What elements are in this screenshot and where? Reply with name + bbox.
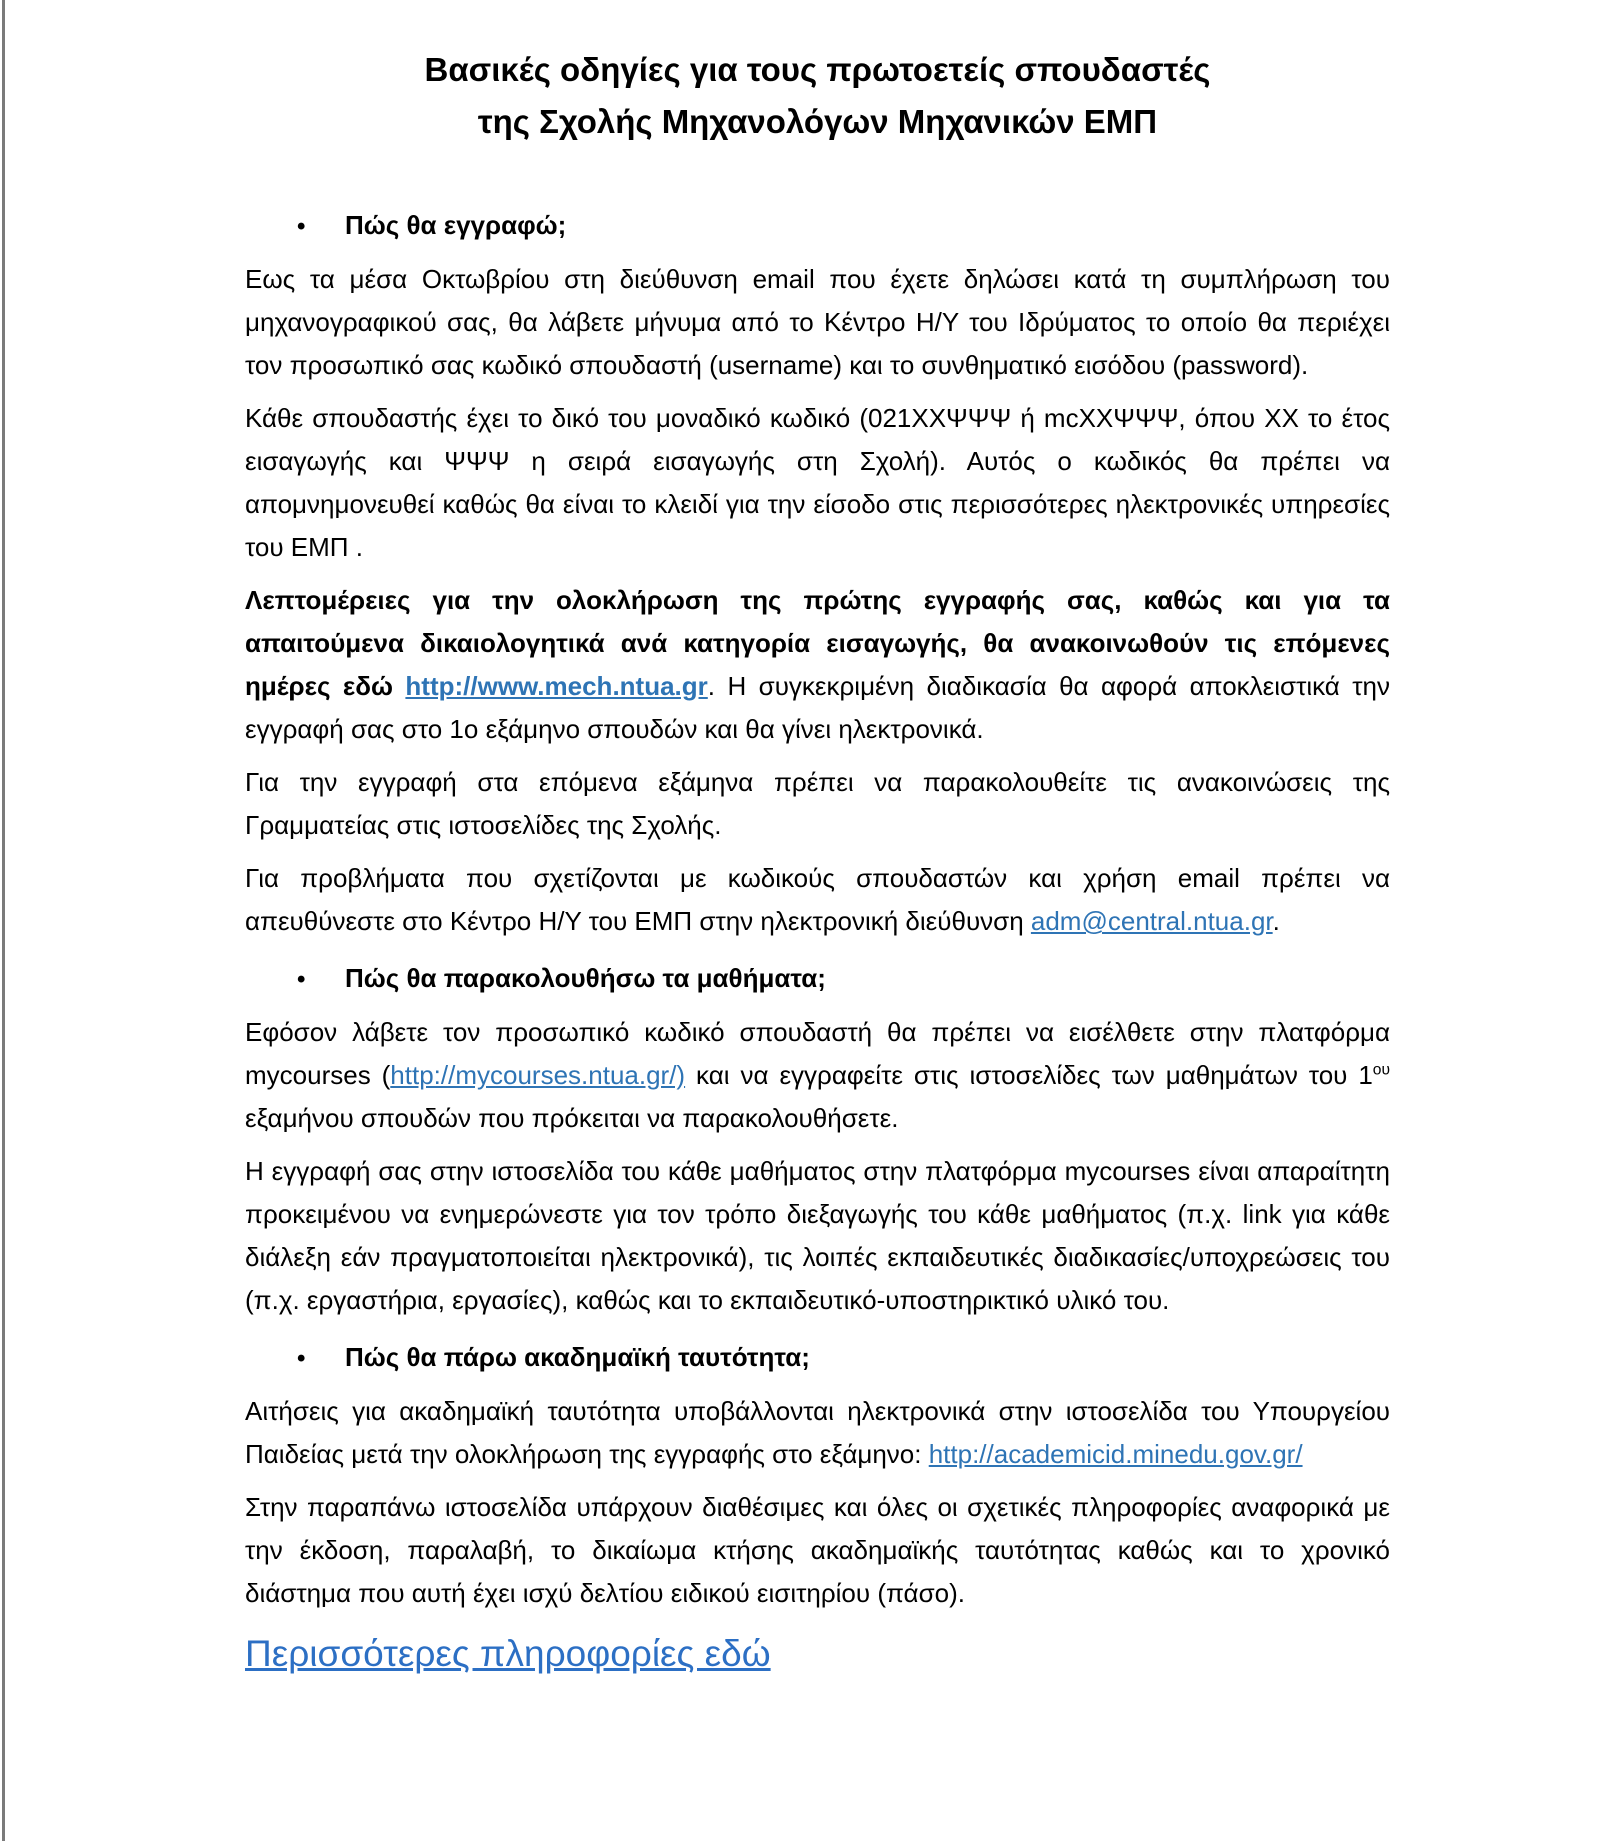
section-heading-courses — [297, 957, 1390, 1001]
more-info-section — [245, 1629, 1390, 1679]
support-contact-period: . — [1272, 906, 1280, 936]
registration-details-bold-text: Λεπτομέρειες για την ολοκλήρωση της πρώτης εγγραφής σας, καθώς και για τα απαιτούμενα δικαιολογητικά ανά κατηγορία εισαγωγής, θα ανακοινωθούν τις επόμενες ημέρες εδώ — [245, 585, 1390, 701]
paragraph-course-enrollment-info: Η εγγραφή σας στην ιστοσελίδα του κάθε μαθήματος στην πλατφόρμα mycourses είναι απαραίτητη προκειμένου να ενημερώνεστε για τον τρόπο διεξαγωγής του κάθε μαθήματος (π.χ. link για κάθε διάλεξη εάν πραγματοποιείται ηλεκτρονικά), τις λοιπές εκπαιδευτικές διαδικασίες/υποχρεώσεις του (π.χ. εργαστήρια, εργασίες), καθώς και το εκπαιδευτικό-υποστηρικτικό υλικό του. — [245, 1156, 1390, 1315]
paragraph-academic-id-applications — [245, 1390, 1390, 1476]
registration-details-rest-text: . Η συγκεκριμένη διαδικασία θα αφορά αποκλειστικά την εγγραφή σας στο 1ο εξάμηνο σπουδών και θα γίνει ηλεκτρονικά. — [245, 671, 1390, 744]
paragraph-mycourses-platform — [245, 1011, 1390, 1140]
section-heading-courses-label: Πώς θα παρακολουθήσω τα μαθήματα; — [345, 963, 826, 993]
support-contact-text: Για προβλήματα που σχετίζονται με κωδικούς σπουδαστών και χρήση email πρέπει να απευθύνεστε στο Κέντρο Η/Υ του ΕΜΠ στην ηλεκτρονική διεύθυνση — [245, 863, 1390, 936]
paragraph-email-credentials: Εως τα μέσα Οκτωβρίου στη διεύθυνση email που έχετε δηλώσει κατά τη συμπλήρωση του μηχανογραφικού σας, θα λάβετε μήνυμα από το Κέντρο Η/Υ του Ιδρύματος το οποίο θα περιέχει τον προσωπικό σας κωδικό σπουδαστή (username) και το συνθηματικό εισόδου (password). — [245, 264, 1390, 380]
section-heading-registration-label: Πώς θα εγγραφώ; — [345, 210, 567, 240]
paragraph-support-contact — [245, 857, 1390, 943]
adm-central-email-link[interactable]: adm@central.ntua.gr — [1030, 906, 1273, 936]
mycourses-mid-text: και να εγγραφείτε στις ιστοσελίδες των μαθημάτων του 1 — [685, 1060, 1373, 1090]
paragraph-registration-details — [245, 579, 1390, 751]
bullet-icon: • — [297, 966, 306, 993]
mycourses-link[interactable]: http://mycourses.ntua.gr/) — [390, 1060, 686, 1090]
section-heading-academic-id — [297, 1336, 1390, 1380]
bullet-icon: • — [297, 1345, 306, 1372]
section-heading-academic-id-label: Πώς θα πάρω ακαδημαϊκή ταυτότητα; — [345, 1342, 810, 1372]
document-title — [245, 44, 1390, 148]
more-info-link[interactable]: Περισσότερες πληροφορίες εδώ — [245, 1633, 771, 1674]
paragraph-academic-id-details: Στην παραπάνω ιστοσελίδα υπάρχουν διαθέσιμες και όλες οι σχετικές πληροφορίες αναφορικά με την έκδοση, παραλαβή, το δικαίωμα κτήσης ακαδημαϊκής ταυτότητας καθώς και το χρονικό διάστημα που αυτή έχει ισχύ δελτίου ειδικού εισιτηρίου (πάσο). — [245, 1492, 1390, 1608]
document-title-line2: της Σχολής Μηχανολόγων Μηχανικών ΕΜΠ — [477, 103, 1158, 140]
ordinal-superscript: ου — [1372, 1061, 1390, 1079]
mycourses-after-text: εξαμήνου σπουδών που πρόκειται να παρακολουθήσετε. — [245, 1103, 899, 1133]
paragraph-next-semesters: Για την εγγραφή στα επόμενα εξάμηνα πρέπει να παρακολουθείτε τις ανακοινώσεις της Γραμματείας στις ιστοσελίδες της Σχολής. — [245, 767, 1390, 840]
page-edge-line — [2, 0, 5, 1841]
paragraph-student-code: Κάθε σπουδαστής έχει το δικό του μοναδικό κωδικό (021ΧΧΨΨΨ ή mcΧΧΨΨΨ, όπου ΧΧ το έτος εισαγωγής και ΨΨΨ η σειρά εισαγωγής στη Σχολή). Αυτός ο κωδικός θα πρέπει να απομνημονευθεί καθώς θα είναι το κλειδί για την είσοδο στις περισσότερες ηλεκτρονικές υπηρεσίες του ΕΜΠ . — [245, 403, 1390, 562]
academic-id-text: Αιτήσεις για ακαδημαϊκή ταυτότητα υποβάλλονται ηλεκτρονικά στην ιστοσελίδα του Υπουργείου Παιδείας μετά την ολοκλήρωση της εγγραφής στο εξάμηνο: — [245, 1396, 1390, 1469]
mech-ntua-link[interactable]: http://www.mech.ntua.gr — [405, 671, 708, 701]
academicid-link[interactable]: http://academicid.minedu.gov.gr/ — [928, 1439, 1303, 1469]
document-title-line1: Βασικές οδηγίες για τους πρωτοετείς σπουδαστές — [424, 51, 1211, 88]
mycourses-before-text: Εφόσον λάβετε τον προσωπικό κωδικό σπουδαστή θα πρέπει να εισέλθετε στην πλατφόρμα mycourses ( — [245, 1017, 1390, 1090]
bullet-icon: • — [297, 213, 306, 240]
section-heading-registration — [297, 204, 1390, 248]
